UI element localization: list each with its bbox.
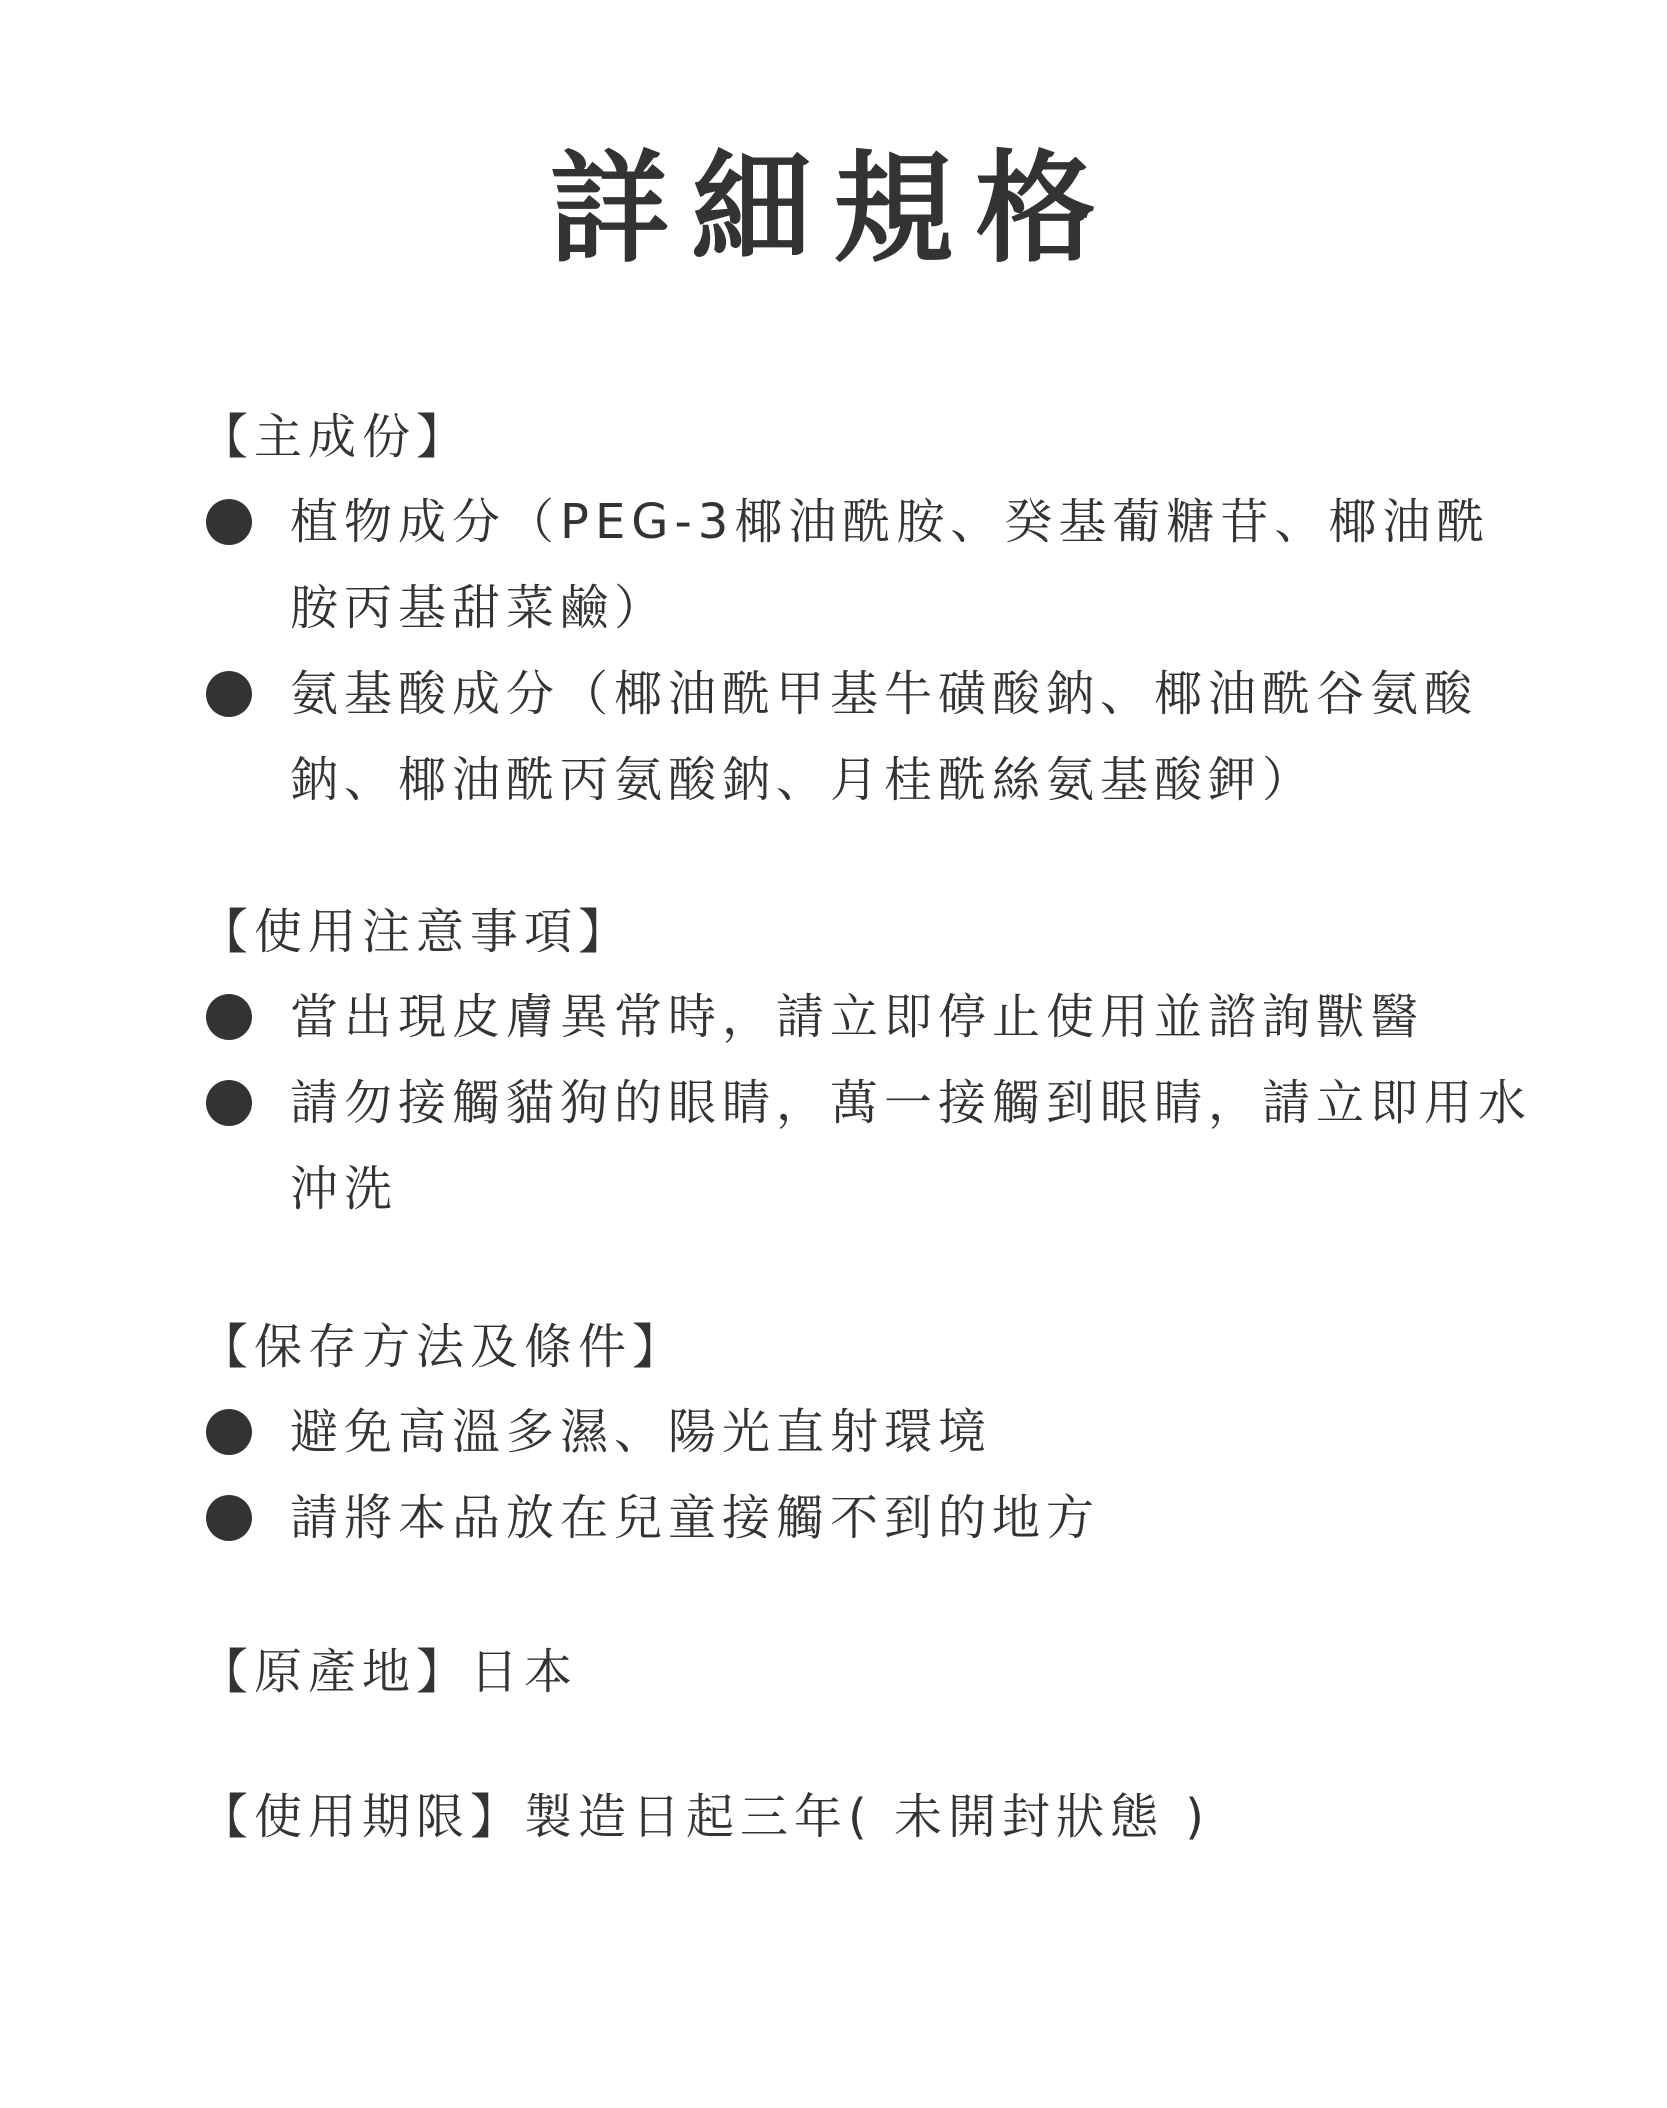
precautions-heading: 【使用注意事項】 — [200, 904, 633, 960]
precautions-item-skin — [200, 974, 1540, 1060]
ingredients-heading: 【主成份】 — [200, 409, 471, 465]
precautions-item-text: 請勿接觸貓狗的眼睛，萬一接觸到眼睛，請立即用水沖洗 — [290, 1075, 1533, 1217]
storage-item-children — [200, 1475, 1540, 1561]
expiry-section — [200, 1775, 1500, 1859]
ingredients-section — [200, 395, 1500, 823]
storage-section — [200, 1305, 1500, 1561]
page-title: 詳細規格 — [549, 140, 1118, 279]
storage-item-environment — [200, 1389, 1540, 1475]
storage-item-text: 請將本品放在兒童接觸不到的地方 — [290, 1490, 1101, 1546]
bullet-dot-icon — [206, 1409, 252, 1455]
bullet-dot-icon — [206, 994, 252, 1040]
ingredients-item-plant — [200, 479, 1540, 651]
storage-list — [200, 1389, 1500, 1561]
bullet-dot-icon — [206, 1495, 252, 1541]
bullet-dot-icon — [206, 671, 252, 717]
ingredients-list — [200, 479, 1500, 823]
precautions-section — [200, 890, 1533, 1232]
origin-label: 【原產地】 — [200, 1644, 471, 1700]
storage-item-text: 避免高溫多濕、陽光直射環境 — [290, 1404, 993, 1460]
origin-section — [200, 1630, 1500, 1714]
bullet-dot-icon — [206, 499, 252, 545]
origin-value: 日本 — [470, 1644, 579, 1700]
precautions-item-text: 當出現皮膚異常時，請立即停止使用並諮詢獸醫 — [290, 989, 1425, 1045]
precautions-list — [200, 974, 1533, 1232]
origin-line — [200, 1630, 1500, 1714]
expiry-label: 【使用期限】 — [200, 1789, 525, 1845]
ingredients-item-text: 氨基酸成分（椰油酰甲基牛磺酸鈉、椰油酰谷氨酸鈉、椰油酰丙氨酸鈉、月桂酰絲氨基酸鉀） — [290, 666, 1479, 808]
expiry-value: 製造日起三年( 未開封狀態 ) — [524, 1789, 1210, 1845]
ingredients-item-amino-acid — [200, 651, 1540, 823]
bullet-dot-icon — [206, 1080, 252, 1126]
expiry-line — [200, 1775, 1500, 1859]
precautions-item-eyes — [200, 1060, 1540, 1232]
ingredients-item-text: 植物成分（PEG-3椰油酰胺、癸基葡糖苷、椰油酰胺丙基甜菜鹼） — [290, 494, 1491, 636]
storage-heading: 【保存方法及條件】 — [200, 1319, 687, 1375]
